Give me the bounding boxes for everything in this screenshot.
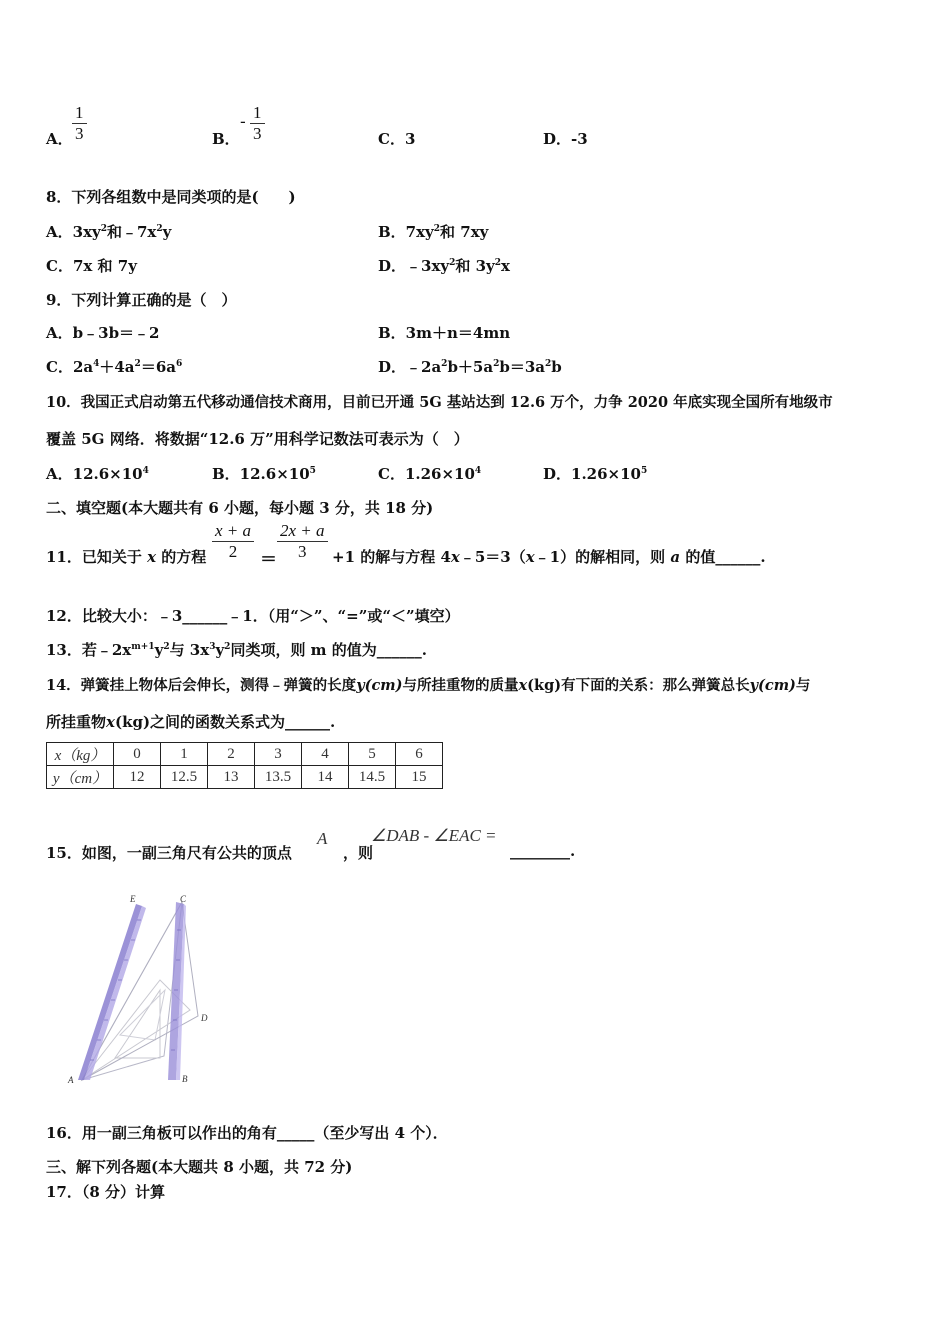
table-cell: 5 <box>349 743 396 766</box>
table-cell: 14.5 <box>349 766 396 789</box>
q10-option-b: B．$12.6\times 10^5$ <box>212 465 316 483</box>
q8-option-b: B．$7xy^2$和 7xy <box>378 223 489 241</box>
q8-option-d: D．$﹣3xy^2$和 $3y^2x$ <box>378 257 510 275</box>
q17-stem: 17．（8 分）计算 <box>46 1183 166 1201</box>
table-cell: 6 <box>396 743 443 766</box>
figure-label-e: E <box>130 894 136 904</box>
ruler-ae <box>78 904 142 1080</box>
table-cell: 13 <box>208 766 255 789</box>
q11-fraction-1: $\frac{x + a}{2}$ <box>212 521 254 562</box>
q11-stem-pre: 11．已知关于 x 的方程 <box>46 548 207 566</box>
q11-equals: ＝ <box>260 550 277 570</box>
table-cell: 0 <box>114 743 161 766</box>
q14-stem-line1: 14．弹簧挂上物体后会伸长，测得﹣弹簧的长度y(cm)与所挂重物的质量x(kg)有下面的关系：那么弹簧总长y(cm)与 <box>46 677 811 694</box>
q9-stem: 9．下列计算正确的是（ ） <box>46 291 237 309</box>
q14-data-table <box>46 742 443 789</box>
triangle-outline <box>115 990 160 1058</box>
q9-option-b: B．3m＋n＝4mn <box>378 324 511 342</box>
q14-stem-line2: 所挂重物x(kg)之间的函数关系式为______. <box>46 713 336 731</box>
q10-stem-line2: 覆盖 5G 网络．将数据“12.6 万”用科学记数法可表示为（ ） <box>46 430 469 448</box>
figure-label-b: B <box>182 1074 188 1084</box>
figure-label-a: A <box>68 1075 74 1085</box>
q13-stem: 13．若$﹣2x^{m+1}y^2$与 $3x^3y^2$同类项，则 m 的值为______. <box>46 641 427 659</box>
q10-option-d: D．$1.26\times 10^5$ <box>543 465 648 483</box>
table-cell: 13.5 <box>255 766 302 789</box>
table-cell: 3 <box>255 743 302 766</box>
table-cell: 12.5 <box>161 766 208 789</box>
table-row <box>47 766 443 789</box>
q7-option-a: A． <box>46 130 73 148</box>
q15-vertex: A <box>317 829 328 848</box>
q15-stem-pre: 15．如图，一副三角尺有公共的顶点 <box>46 844 292 862</box>
q8-option-c: C．7x 和 7y <box>46 257 137 275</box>
table-cell: 14 <box>302 766 349 789</box>
q9-option-d: D．$﹣2a^2b+5a^2b=3a^2b$ <box>378 358 562 376</box>
table-cell: 15 <box>396 766 443 789</box>
table-cell: 4 <box>302 743 349 766</box>
q7-option-d: D．-3 <box>543 130 588 148</box>
q7-option-b: B． <box>212 130 240 148</box>
q10-option-a: A．$12.6\times 10^4$ <box>46 465 149 483</box>
section-2-heading: 二、填空题(本大题共有 6 小题，每小题 3 分，共 18 分) <box>46 499 434 517</box>
table-cell: 2 <box>208 743 255 766</box>
q7-option-b-sign: - <box>240 112 246 132</box>
table-cell: 12 <box>114 766 161 789</box>
ruler-ticks <box>90 920 181 1060</box>
figure-label-c: C <box>180 894 187 904</box>
triangle-outline <box>120 990 165 1040</box>
triangle-rulers-figure <box>60 890 230 1090</box>
q15-stem-mid: ，则 <box>343 844 374 862</box>
q11-stem-post: +1 的解与方程 4x﹣5＝3（x﹣1）的解相同，则 a 的值______. <box>332 548 766 566</box>
q9-option-a: A．b﹣3b＝﹣2 <box>46 324 160 342</box>
q10-option-c: C．$1.26\times 10^4$ <box>378 465 482 483</box>
table-header-x: x（kg） <box>47 743 114 766</box>
q10-stem-line1: 10．我国正式启动第五代移动通信技术商用，目前已开通 5G 基站达到 12.6 万个，力争 2020 年底实现全国所有地级市 <box>46 394 833 411</box>
section-3-heading: 三、解下列各题(本大题共 8 小题，共 72 分) <box>46 1158 353 1176</box>
table-header-y: y（cm） <box>47 766 114 789</box>
q11-fraction-2: $\frac{2x + a}{3}$ <box>277 521 328 562</box>
q7-option-a-fraction: $\frac{1}{3}$ <box>72 103 87 144</box>
q8-stem: 8．下列各组数中是同类项的是( ) <box>46 188 296 206</box>
q7-option-b-fraction: $\frac{1}{3}$ <box>250 103 265 144</box>
q16-stem: 16．用一副三角板可以作出的角有_____（至少写出 4 个）． <box>46 1124 448 1142</box>
table-row <box>47 743 443 766</box>
ruler-ae-edge <box>84 906 146 1080</box>
q12-stem: 12．比较大小：﹣3______﹣1．（用“＞”、“=”或“＜”填空） <box>46 607 460 625</box>
q9-option-c: C．$2a^4+4a^2=6a^6$ <box>46 358 183 376</box>
q15-expression: ∠DAB - ∠EAC = <box>371 826 497 845</box>
q8-option-a: A．$3xy^2$和$﹣7x^2y$ <box>46 223 172 241</box>
q15-answer-blank: ________. <box>510 842 576 860</box>
q7-option-c: C．3 <box>378 130 416 148</box>
figure-label-d: D <box>201 1013 208 1023</box>
table-cell: 1 <box>161 743 208 766</box>
